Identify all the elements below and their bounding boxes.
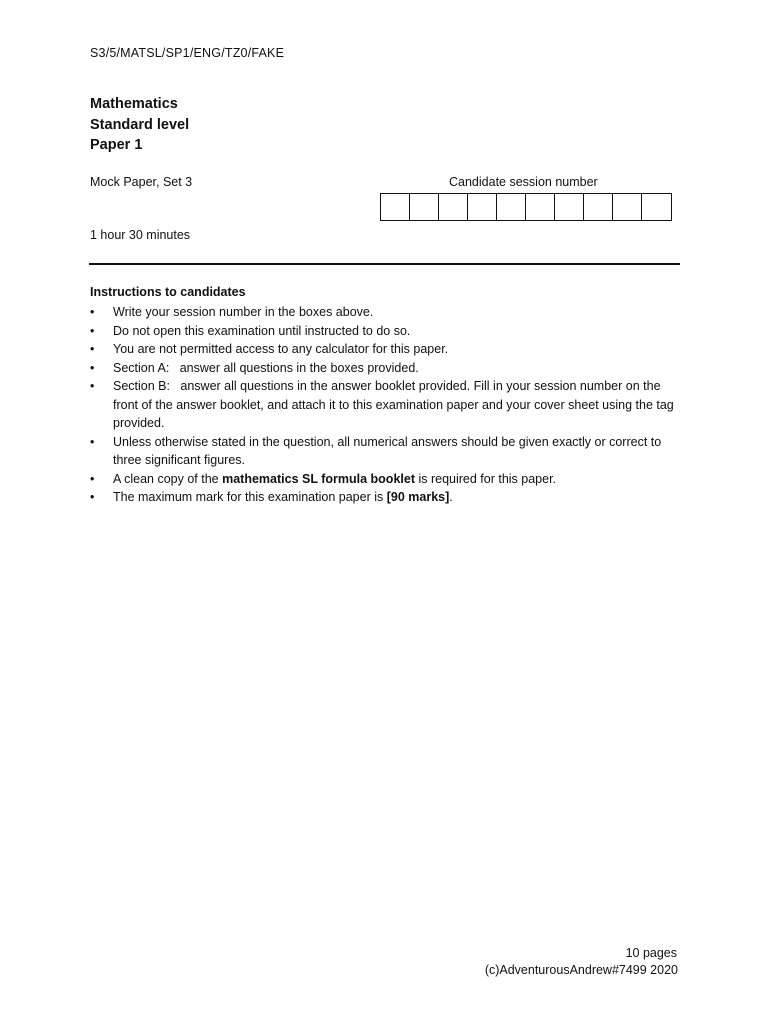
instructions-heading: Instructions to candidates: [90, 285, 246, 299]
instruction-text-post: .: [449, 490, 453, 504]
bullet-icon: •: [90, 379, 95, 393]
instruction-text: Unless otherwise stated in the question, all numerical answers should be given exactly or correct to three significant figures.: [113, 434, 662, 467]
instruction-item: [90, 433, 682, 470]
bullet-icon: •: [90, 471, 95, 486]
page-count: 10 pages: [625, 946, 677, 960]
instruction-item: [90, 322, 682, 341]
bullet-icon: •: [90, 323, 95, 338]
session-number-boxes[interactable]: [380, 193, 672, 221]
bullet-icon: •: [90, 434, 95, 449]
instruction-text: Section B: answer all questions in the answer booklet provided. Fill in your session number on the front of the answer booklet, and attach it to this examination paper and your cover sheet using the tag provided.: [113, 379, 678, 430]
exam-duration: 1 hour 30 minutes: [90, 228, 191, 242]
session-digit-box[interactable]: [410, 194, 439, 220]
bullet-icon: •: [90, 360, 95, 375]
bullet-icon: •: [90, 342, 95, 356]
instructions-list: [90, 303, 682, 507]
instruction-text: Section A: answer all questions in the boxes provided.: [113, 360, 419, 375]
instruction-text-pre: A clean copy of the: [113, 471, 223, 486]
formula-booklet-emphasis: mathematics SL formula booklet: [222, 471, 415, 486]
session-digit-box[interactable]: [555, 194, 584, 220]
session-digit-box[interactable]: [642, 194, 671, 220]
session-digit-box[interactable]: [439, 194, 468, 220]
session-digit-box[interactable]: [584, 194, 613, 220]
header-divider: [89, 263, 680, 265]
copyright-notice: (c)AdventurousAndrew#7499 2020: [484, 963, 678, 977]
instruction-item: [90, 377, 682, 433]
instruction-text: You are not permitted access to any calculator for this paper.: [113, 342, 449, 356]
max-marks-emphasis: [90 marks]: [386, 490, 450, 504]
paper-title: Paper 1: [90, 137, 143, 153]
session-digit-box[interactable]: [497, 194, 526, 220]
session-digit-box[interactable]: [468, 194, 497, 220]
session-number-label: Candidate session number: [449, 175, 598, 189]
instruction-text: Write your session number in the boxes above.: [113, 305, 374, 319]
bullet-icon: •: [90, 490, 95, 504]
bullet-icon: •: [90, 305, 95, 319]
instruction-item: [90, 340, 682, 359]
instruction-text-pre: The maximum mark for this examination paper is: [113, 490, 387, 504]
instruction-item: [90, 303, 682, 322]
title-block: [90, 94, 189, 156]
instruction-item: [90, 470, 682, 489]
instruction-text-post: is required for this paper.: [414, 471, 557, 486]
level-title: Standard level: [90, 116, 190, 133]
instruction-text: Do not open this examination until instructed to do so.: [113, 323, 411, 338]
session-digit-box[interactable]: [613, 194, 642, 220]
paper-code: S3/5/MATSL/SP1/ENG/TZ0/FAKE: [90, 46, 285, 60]
session-digit-box[interactable]: [526, 194, 555, 220]
session-digit-box[interactable]: [381, 194, 410, 220]
mock-paper-set: Mock Paper, Set 3: [90, 175, 193, 189]
instruction-item: [90, 359, 682, 378]
instruction-item: [90, 488, 682, 507]
subject-title: Mathematics: [90, 96, 178, 112]
